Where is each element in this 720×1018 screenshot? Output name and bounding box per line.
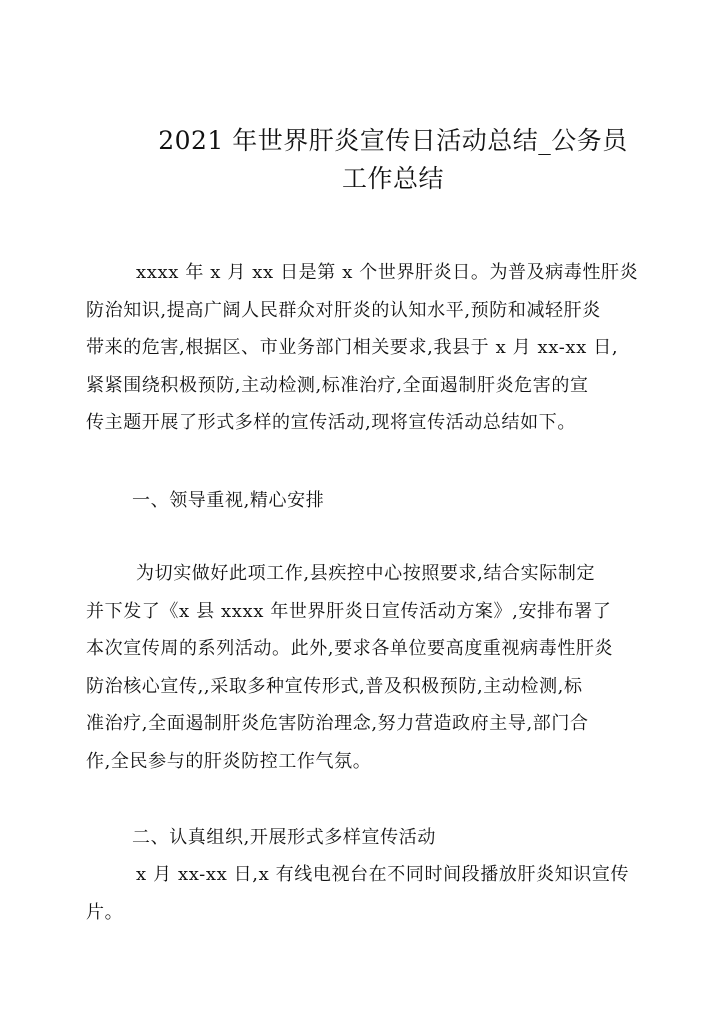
section-heading-1: 一、领导重视,精心安排 xyxy=(132,490,325,511)
title-line-1: 2021 年世界肝炎宣传日活动总结_公务员 xyxy=(158,126,628,155)
paragraph-line: 为切实做好此项工作,县疾控中心按照要求,结合实际制定 xyxy=(136,563,596,584)
paragraph-line: 本次宣传周的系列活动。此外,要求各单位要高度重视病毒性肝炎 xyxy=(86,638,614,659)
paragraph-line: 并下发了《x 县 xxxx 年世界肝炎日宣传活动方案》,安排布署了 xyxy=(86,600,612,622)
paragraph-line: 片。 xyxy=(86,901,124,923)
paragraph-line: x 月 xx-xx 日,x 有线电视台在不同时间段播放肝炎知识宣传 xyxy=(136,864,630,885)
paragraph-line: xxxx 年 x 月 xx 日是第 x 个世界肝炎日。为普及病毒性肝炎 xyxy=(136,262,639,283)
paragraph-line: 防治核心宣传,,采取多种宣传形式,普及积极预防,主动检测,标 xyxy=(86,675,583,697)
paragraph-intro xyxy=(86,254,642,442)
paragraph-activities xyxy=(86,856,642,931)
paragraph-leadership xyxy=(86,555,642,780)
paragraph-line: 紧紧围绕积极预防,主动检测,标准治疗,全面遏制肝炎危害的宣 xyxy=(86,374,589,396)
paragraph-line: 传主题开展了形式多样的宣传活动,现将宣传活动总结如下。 xyxy=(86,412,576,433)
paragraph-line: 带来的危害,根据区、市业务部门相关要求,我县于 x 月 xx-xx 日, xyxy=(86,337,619,358)
title-line-2: 工作总结 xyxy=(341,164,444,193)
paragraph-line: 作,全民参与的肝炎防控工作气氛。 xyxy=(86,750,372,772)
paragraph-line: 准治疗,全面遏制肝炎危害防治理念,努力营造政府主导,部门合 xyxy=(86,713,589,734)
paragraph-line: 防治知识,提高广阔人民群众对肝炎的认知水平,预防和减轻肝炎 xyxy=(86,299,601,321)
section-heading-2: 二、认真组织,开展形式多样宣传活动 xyxy=(132,827,436,848)
document-title xyxy=(148,122,638,198)
